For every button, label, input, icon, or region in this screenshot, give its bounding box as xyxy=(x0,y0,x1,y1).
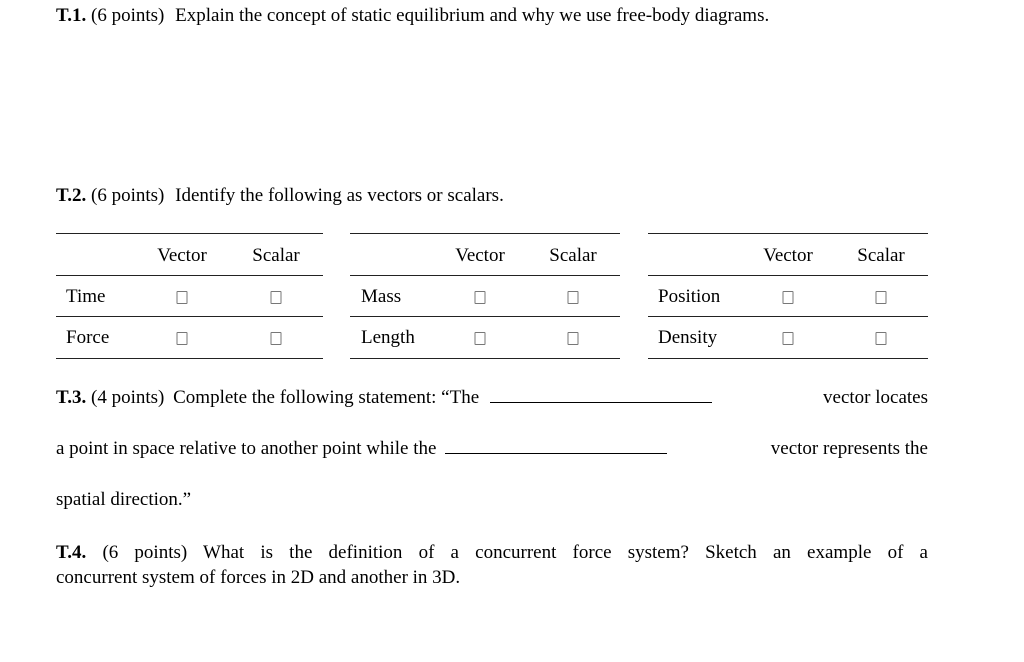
row-label: Density xyxy=(658,327,718,348)
table-rule xyxy=(56,358,323,359)
points: (6 points) xyxy=(102,542,188,563)
scalar-checkbox[interactable] xyxy=(568,332,579,345)
column-header-vector: Vector xyxy=(455,245,505,266)
vector-checkbox[interactable] xyxy=(177,332,188,345)
scalar-checkbox[interactable] xyxy=(876,332,887,345)
vector-scalar-table xyxy=(56,233,323,358)
question-number: T.2. xyxy=(56,185,87,206)
table-rule xyxy=(350,233,620,234)
points: (6 points) xyxy=(91,5,165,26)
table-rule xyxy=(350,275,620,276)
table-rule xyxy=(56,233,323,234)
table-rule xyxy=(350,358,620,359)
question-text: Explain the concept of static equilibrium and why we use free-body diagrams. xyxy=(175,5,770,26)
vector-checkbox[interactable] xyxy=(783,332,794,345)
column-header-scalar: Scalar xyxy=(549,245,597,266)
question-t4-line2: concurrent system of forces in 2D and another in 3D. xyxy=(56,567,461,588)
question-number: T.3. xyxy=(56,387,87,408)
statement-text: vector represents the xyxy=(770,438,928,459)
question-t3-line2 xyxy=(56,439,928,458)
vector-checkbox[interactable] xyxy=(783,291,794,304)
question-t3-line1 xyxy=(56,388,928,407)
row-label: Mass xyxy=(361,286,402,307)
column-header-scalar: Scalar xyxy=(252,245,300,266)
table-rule xyxy=(648,233,928,234)
row-label: Force xyxy=(66,327,110,348)
question-t1 xyxy=(56,6,769,25)
table-rule xyxy=(350,316,620,317)
question-text: Identify the following as vectors or scalars. xyxy=(175,185,504,206)
scalar-checkbox[interactable] xyxy=(876,291,887,304)
column-header-vector: Vector xyxy=(763,245,813,266)
question-number: T.1. xyxy=(56,5,87,26)
table-rule xyxy=(648,316,928,317)
statement-text: Complete the following statement: “The xyxy=(173,387,480,408)
vector-checkbox[interactable] xyxy=(475,291,486,304)
scalar-checkbox[interactable] xyxy=(271,332,282,345)
question-number: T.4. xyxy=(56,542,87,563)
statement-text: a point in space relative to another point while the xyxy=(56,438,437,459)
answer-blank-1[interactable] xyxy=(490,401,712,403)
row-label: Position xyxy=(658,286,721,307)
question-t2 xyxy=(56,186,504,205)
statement-text: vector locates xyxy=(823,387,928,408)
question-t4-line1 xyxy=(56,543,928,562)
scalar-checkbox[interactable] xyxy=(568,291,579,304)
column-header-vector: Vector xyxy=(157,245,207,266)
points: (6 points) xyxy=(91,185,165,206)
table-rule xyxy=(56,275,323,276)
answer-blank-2[interactable] xyxy=(445,452,667,454)
vector-scalar-table xyxy=(648,233,928,358)
question-t3-line3: spatial direction.” xyxy=(56,489,192,510)
scalar-checkbox[interactable] xyxy=(271,291,282,304)
table-rule xyxy=(56,316,323,317)
question-text: What is the definition of a concurrent force system? Sketch an example of a xyxy=(203,542,928,563)
table-rule xyxy=(648,275,928,276)
points: (4 points) xyxy=(91,387,165,408)
row-label: Time xyxy=(66,286,106,307)
vector-scalar-table xyxy=(350,233,620,358)
column-header-scalar: Scalar xyxy=(857,245,905,266)
table-rule xyxy=(648,358,928,359)
vector-checkbox[interactable] xyxy=(177,291,188,304)
row-label: Length xyxy=(361,327,415,348)
vector-checkbox[interactable] xyxy=(475,332,486,345)
